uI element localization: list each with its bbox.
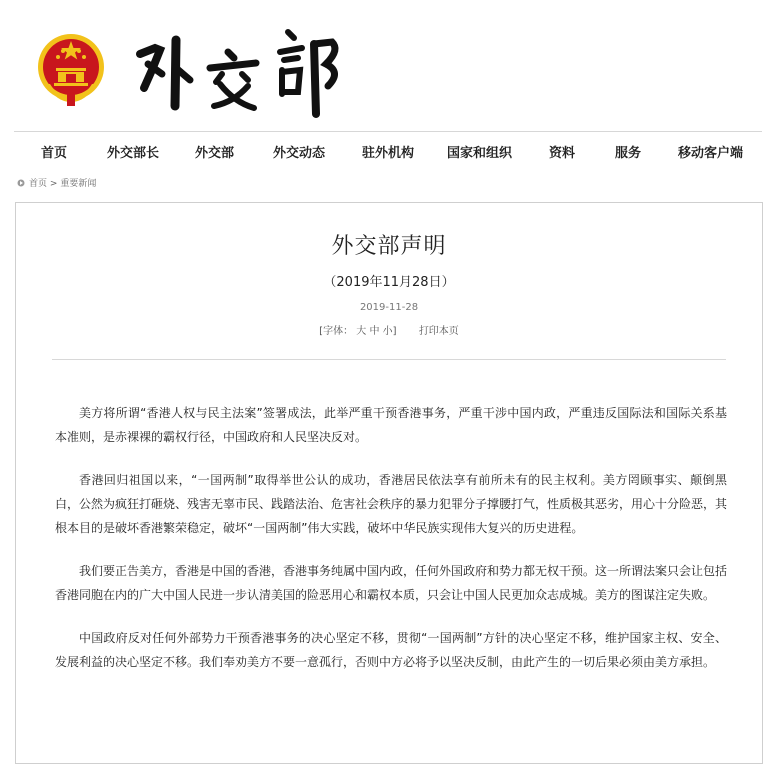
font-small-button[interactable]: 小]	[382, 326, 397, 337]
article-paragraph: 我们要正告美方，香港是中国的香港，香港事务纯属中国内政，任何外国政府和势力都无权干预。这一所谓法案只会让包括香港同胞在内的广大中国人民进一步认清美国的险恶用心和霸权本质，只会让中国人民更加众志成城。美方的图谋注定失败。	[55, 564, 728, 602]
article-panel	[15, 202, 763, 764]
header-divider	[14, 131, 762, 132]
article-date: 2019-11-28	[359, 302, 419, 313]
nav-item-missions-abroad[interactable]: 驻外机构	[362, 146, 415, 161]
breadcrumb-separator: >	[49, 179, 58, 189]
font-large-button[interactable]: 大	[356, 326, 367, 337]
nav-item-services[interactable]: 服务	[615, 146, 642, 161]
site-header	[0, 0, 776, 132]
article-tools	[16, 322, 762, 337]
main-nav	[14, 140, 762, 166]
nav-item-countries-orgs[interactable]: 国家和组织	[447, 146, 513, 161]
nav-item-ministry[interactable]: 外交部	[195, 146, 235, 161]
national-emblem-icon[interactable]	[36, 32, 106, 106]
font-size-label: [字体：	[319, 326, 354, 337]
nav-item-mobile-client[interactable]: 移动客户端	[678, 146, 744, 161]
article-divider	[52, 359, 726, 360]
article-paragraph: 香港回归祖国以来，“一国两制”取得举世公认的成功，香港居民依法享有前所未有的民主权利。美方罔顾事实、颠倒黑白，公然为疯狂打砸烧、残害无辜市民、践踏法治、危害社会秩序的暴力犯罪分子撑腰打气，性质极其恶劣，用心十分险恶，其根本目的是破坏香港繁荣稳定，破坏“一国两制”伟大实践，破坏中华民族实现伟大复兴的历史进程。	[55, 473, 728, 535]
article-subtitle: （2019年11月28日）	[323, 275, 455, 290]
breadcrumb	[17, 176, 96, 189]
nav-item-home[interactable]: 首页	[41, 146, 68, 161]
home-icon	[17, 179, 25, 187]
breadcrumb-current-link[interactable]: 重要新闻	[60, 179, 97, 189]
breadcrumb-home-link[interactable]: 首页	[29, 179, 48, 189]
article-paragraph: 美方将所谓“香港人权与民主法案”签署成法，此举严重干预香港事务，严重干涉中国内政，严重违反国际法和国际关系基本准则，是赤裸裸的霸权行径，中国政府和人民坚决反对。	[55, 406, 727, 444]
nav-item-diplomatic-news[interactable]: 外交动态	[273, 146, 326, 161]
print-page-button[interactable]: 打印本页	[418, 326, 459, 337]
font-medium-button[interactable]: 中	[369, 326, 380, 337]
nav-item-minister[interactable]: 外交部长	[107, 146, 160, 161]
article-title: 外交部声明	[331, 234, 447, 259]
article-paragraph: 中国政府反对任何外部势力干预香港事务的决心坚定不移，贯彻“一国两制”方针的决心坚定不移，维护国家主权、安全、发展利益的决心坚定不移。我们奉劝美方不要一意孤行，否则中方必将予以坚决反制，由此产生的一切后果必须由美方承担。	[55, 631, 727, 669]
article-body	[55, 401, 727, 693]
nav-item-resources[interactable]: 资料	[549, 146, 576, 161]
ministry-logo-calligraphy[interactable]	[130, 18, 360, 118]
